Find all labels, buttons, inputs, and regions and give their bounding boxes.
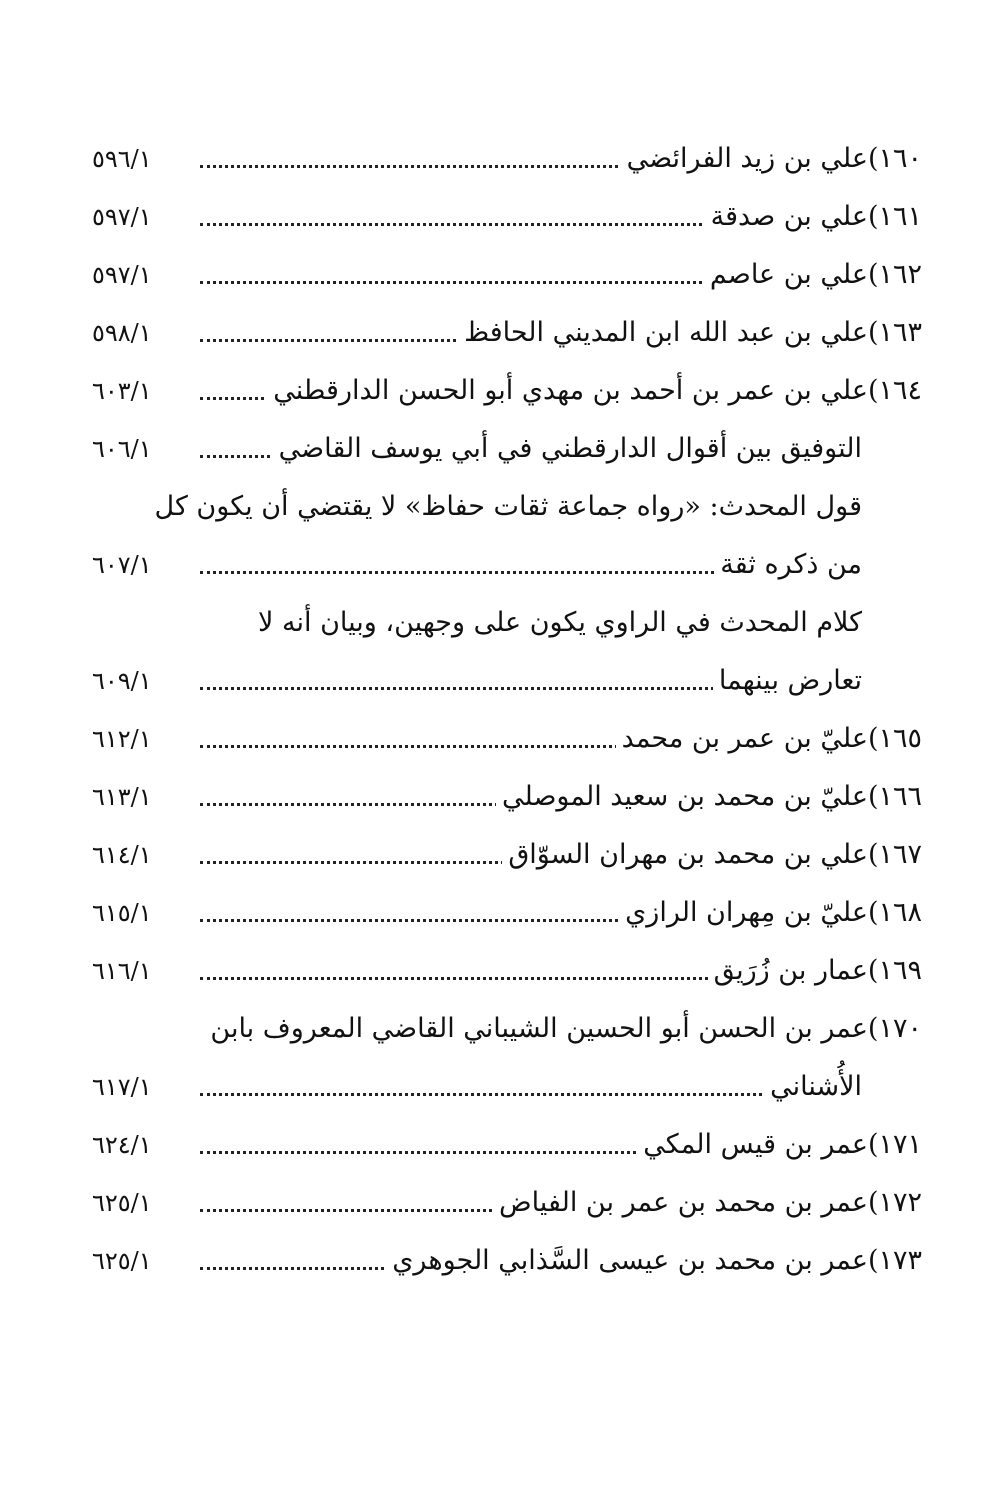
- entry-page: ٦٠٩/١: [92, 667, 152, 695]
- entry-title: التوفيق بين أقوال الدارقطني في أبي يوسف القاضي: [273, 429, 862, 469]
- toc-entry-169: [92, 942, 922, 1000]
- entry-title: ١٧٠)عمر بن الحسن أبو الحسين الشيباني القاضي المعروف بابن: [204, 1009, 922, 1049]
- toc-entry-162: [92, 246, 922, 304]
- entry-title: ١٧٢)عمر بن محمد بن عمر بن الفياض: [493, 1183, 922, 1223]
- toc-entry-160: [92, 130, 922, 188]
- entry-title: ١٦٥)عليّ بن عمر بن محمد: [616, 719, 922, 759]
- toc-subentry-qawl-line2: [92, 536, 922, 594]
- entry-title: ١٦٠)علي بن زيد الفرائضي: [621, 139, 922, 179]
- entry-page: ٦٢٥/١: [92, 1189, 152, 1217]
- toc-entry-171: [92, 1116, 922, 1174]
- entry-title: ١٧٣)عمر بن محمد بن عيسى السَّذابي الجوهري: [386, 1241, 922, 1281]
- entry-title: ١٦٩)عمار بن زُرَيق: [708, 951, 922, 991]
- entry-title: ١٧١)عمر بن قيس المكي: [637, 1125, 922, 1165]
- entry-page: ٥٩٧/١: [92, 203, 152, 231]
- entry-page: ٦٢٥/١: [92, 1247, 152, 1275]
- entry-title: قول المحدث: «رواه جماعة ثقات حفاظ» لا يقتضي أن يكون كل: [149, 487, 862, 527]
- entry-title: ١٦٨)عليّ بن مِهران الرازي: [619, 893, 922, 933]
- entry-page: ٥٩٦/١: [92, 145, 152, 173]
- entry-page: ٦١٥/١: [92, 899, 152, 927]
- entry-page: ٦٠٦/١: [92, 435, 152, 463]
- entry-page: ٦١٦/١: [92, 957, 152, 985]
- entry-page: ٦٢٤/١: [92, 1131, 152, 1159]
- entry-page: ٥٩٨/١: [92, 319, 152, 347]
- toc-entry-164: [92, 362, 922, 420]
- toc-entry-172: [92, 1174, 922, 1232]
- entry-page: ٦٠٧/١: [92, 551, 152, 579]
- toc-entry-173: [92, 1232, 922, 1290]
- toc-entry-163: [92, 304, 922, 362]
- entry-page: ٦٠٣/١: [92, 377, 152, 405]
- entry-title: ١٦١)علي بن صدقة: [705, 197, 922, 237]
- toc-entry-168: [92, 884, 922, 942]
- entry-page: ٦١٤/١: [92, 841, 152, 869]
- leader-dots: [200, 1093, 852, 1096]
- entry-title: الأُشناني: [764, 1067, 862, 1107]
- toc-subentry-kalam-line2: [92, 652, 922, 710]
- entry-title: كلام المحدث في الراوي يكون على وجهين، وبيان أنه لا: [252, 603, 862, 643]
- entry-title: ١٦٣)علي بن عبد الله ابن المديني الحافظ: [458, 313, 922, 353]
- toc-entry-165: [92, 710, 922, 768]
- toc-entry-170-line2: [92, 1058, 922, 1116]
- toc-subentry-qawl-line1: [92, 478, 922, 536]
- entry-page: ٦١٢/١: [92, 725, 152, 753]
- toc-subentry-tawfiq: [92, 420, 922, 478]
- toc-entry-161: [92, 188, 922, 246]
- entry-page: ٦١٣/١: [92, 783, 152, 811]
- entry-title: تعارض بينهما: [713, 661, 862, 701]
- entry-title: ١٦٦)عليّ بن محمد بن سعيد الموصلي: [496, 777, 922, 817]
- entry-page: ٦١٧/١: [92, 1073, 152, 1101]
- table-of-contents: [92, 130, 922, 1290]
- entry-title: ١٦٢)علي بن عاصم: [704, 255, 922, 295]
- entry-page: ٥٩٧/١: [92, 261, 152, 289]
- toc-subentry-kalam-line1: [92, 594, 922, 652]
- entry-title: ١٦٧)علي بن محمد بن مهران السوّاق: [502, 835, 922, 875]
- entry-title: ١٦٤)علي بن عمر بن أحمد بن مهدي أبو الحسن الدارقطني: [267, 371, 922, 411]
- toc-entry-166: [92, 768, 922, 826]
- toc-entry-170-line1: [92, 1000, 922, 1058]
- entry-title: من ذكره ثقة: [714, 545, 862, 585]
- toc-entry-167: [92, 826, 922, 884]
